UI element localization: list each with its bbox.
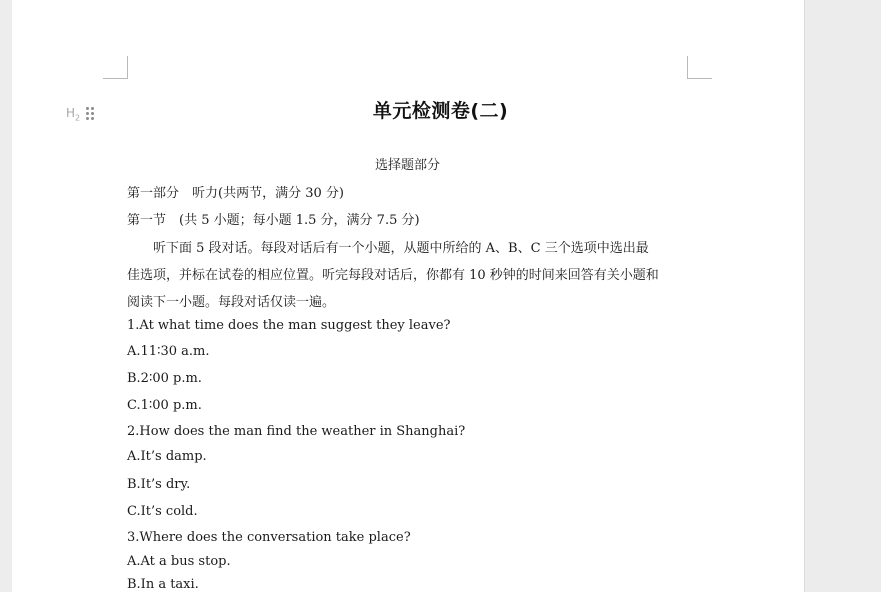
question-2-option-a: A.It’s damp.	[127, 449, 207, 464]
question-3-option-b: B.In a taxi.	[127, 577, 199, 592]
instruction-line: 听下面 5 段对话。每段对话后有一个小题，从题中所给的 A、B、C 三个选项中选出最	[127, 241, 649, 256]
part-heading: 第一部分 听力(共两节，满分 30 分)	[127, 186, 344, 201]
question-1-option-c: C.1∶00 p.m.	[127, 398, 202, 413]
section-heading: 第一节 (共 5 小题；每小题 1.5 分，满分 7.5 分)	[127, 213, 420, 228]
question-1-option-b: B.2∶00 p.m.	[127, 371, 202, 386]
section-title: 选择题部分	[374, 158, 440, 173]
question-1: 1.At what time does the man suggest they leave?	[127, 318, 451, 333]
question-1-option-a: A.11∶30 a.m.	[127, 344, 210, 359]
right-gutter	[804, 0, 881, 592]
question-2-option-c: C.It’s cold.	[127, 504, 198, 519]
crop-mark-top-left	[103, 56, 128, 79]
heading-level-label: $H_2$	[66, 106, 81, 123]
question-2: 2.How does the man find the weather in Shanghai?	[127, 424, 466, 439]
left-margin	[0, 0, 12, 592]
question-3: 3.Where does the conversation take place?	[127, 530, 411, 545]
crop-mark-top-right	[687, 56, 712, 79]
document-title: 单元检测卷(二)	[372, 100, 509, 122]
instruction-line: 阅读下一小题。每段对话仅读一遍。	[127, 295, 336, 310]
question-3-option-a: A.At a bus stop.	[127, 554, 231, 569]
question-2-option-b: B.It’s dry.	[127, 477, 191, 492]
instruction-line: 佳选项，并标在试卷的相应位置。听完每段对话后，你都有 10 秒钟的时间来回答有关小题和	[127, 268, 659, 283]
